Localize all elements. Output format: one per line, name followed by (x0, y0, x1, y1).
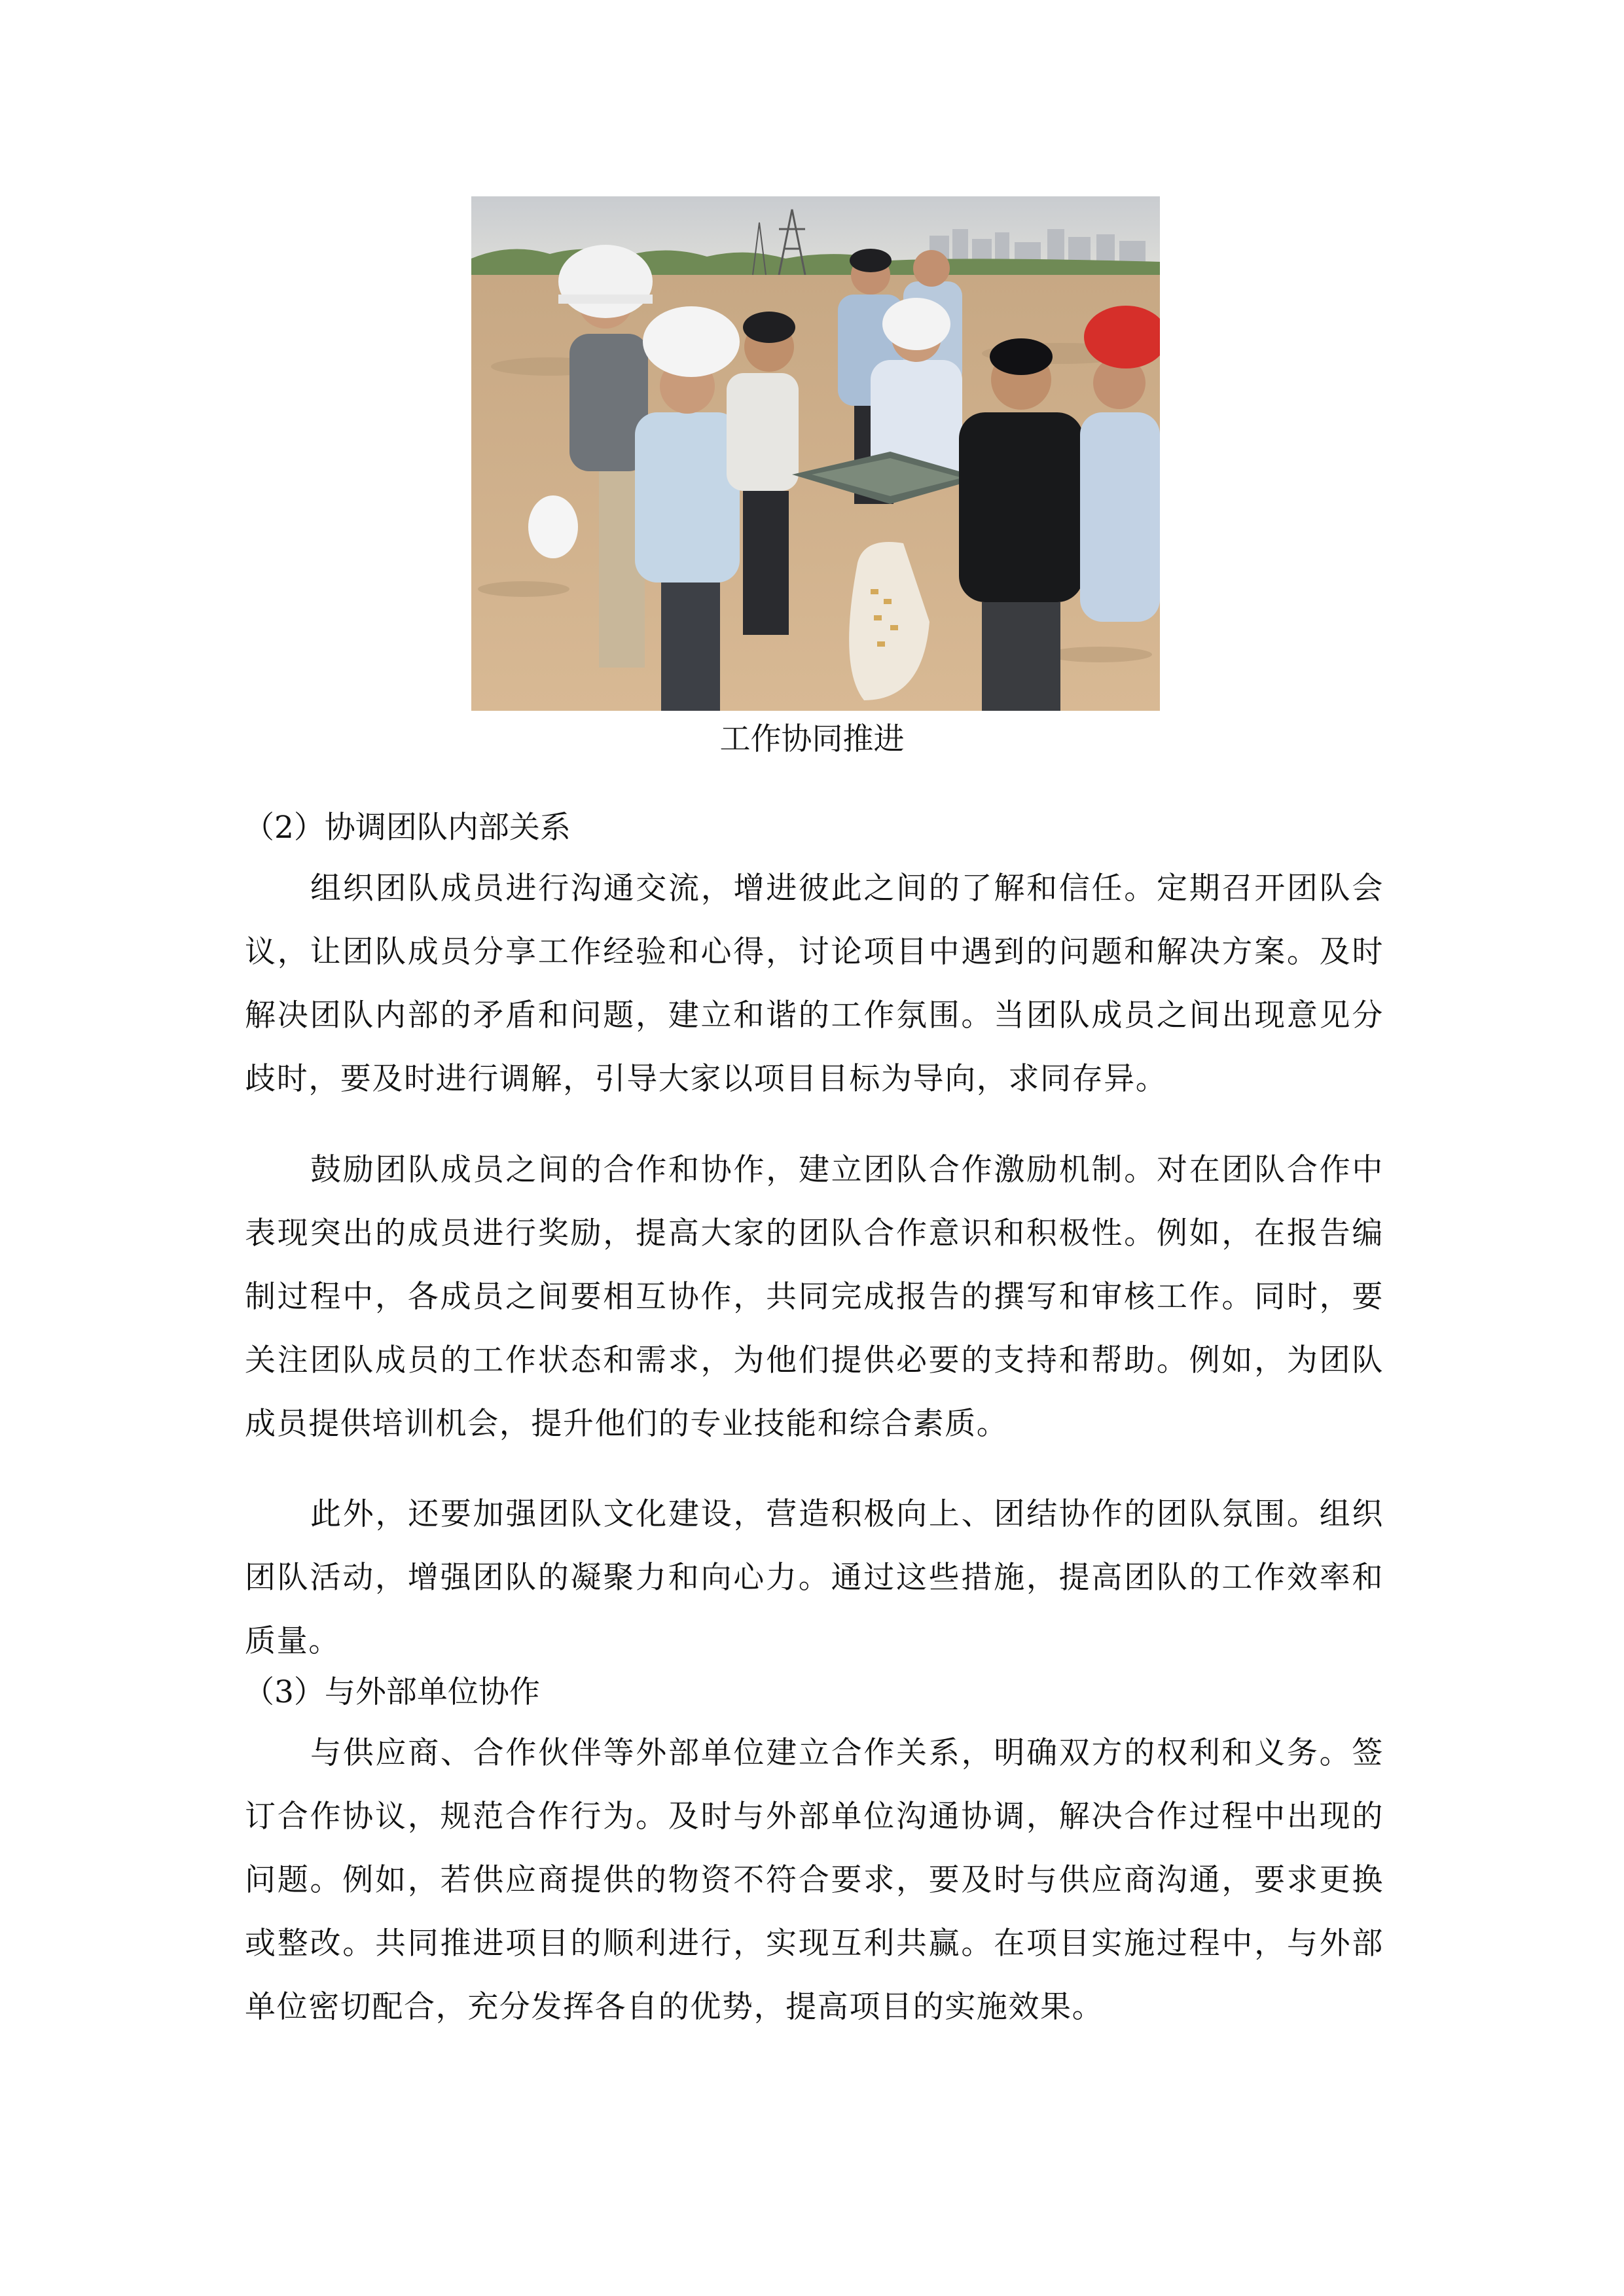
body-paragraph: 与供应商、合作伙伴等外部单位建立合作关系，明确双方的权利和义务。签订合作协议，规范合作行为。及时与外部单位沟通协调，解决合作过程中出现的问题。例如，若供应商提供的物资不符合要求，要及时与供应商沟通，要求更换或整改。共同推进项目的顺利进行，实现互利共赢。在项目实施过程中，与外部单位密切配合，充分发挥各自的优势，提高项目的实施效果。 (245, 1735, 1384, 2025)
body-paragraph: 组织团队成员进行沟通交流，增进彼此之间的了解和信任。定期召开团队会议，让团队成员分享工作经验和心得，讨论项目中遇到的问题和解决方案。及时解决团队内部的矛盾和问题，建立和谐的工作氛围。当团队成员之间出现意见分歧时，要及时进行调解，引导大家以项目目标为导向，求同存异。 (245, 870, 1384, 1097)
figure-caption: 工作协同推进 (719, 721, 905, 757)
section-heading: （2）协调团队内部关系 (244, 810, 571, 846)
site-meeting-photo (471, 196, 1160, 711)
section-heading: （3）与外部单位协作 (244, 1674, 540, 1710)
body-paragraph: 鼓励团队成员之间的合作和协作，建立团队合作激励机制。对在团队合作中表现突出的成员进行奖励，提高大家的团队合作意识和积极性。例如，在报告编制过程中，各成员之间要相互协作，共同完成报告的撰写和审核工作。同时，要关注团队成员的工作状态和需求，为他们提供必要的支持和帮助。例如，为团队成员提供培训机会，提升他们的专业技能和综合素质。 (245, 1152, 1384, 1442)
body-paragraph: 此外，还要加强团队文化建设，营造积极向上、团结协作的团队氛围。组织团队活动，增强团队的凝聚力和向心力。通过这些措施，提高团队的工作效率和质量。 (245, 1496, 1384, 1659)
